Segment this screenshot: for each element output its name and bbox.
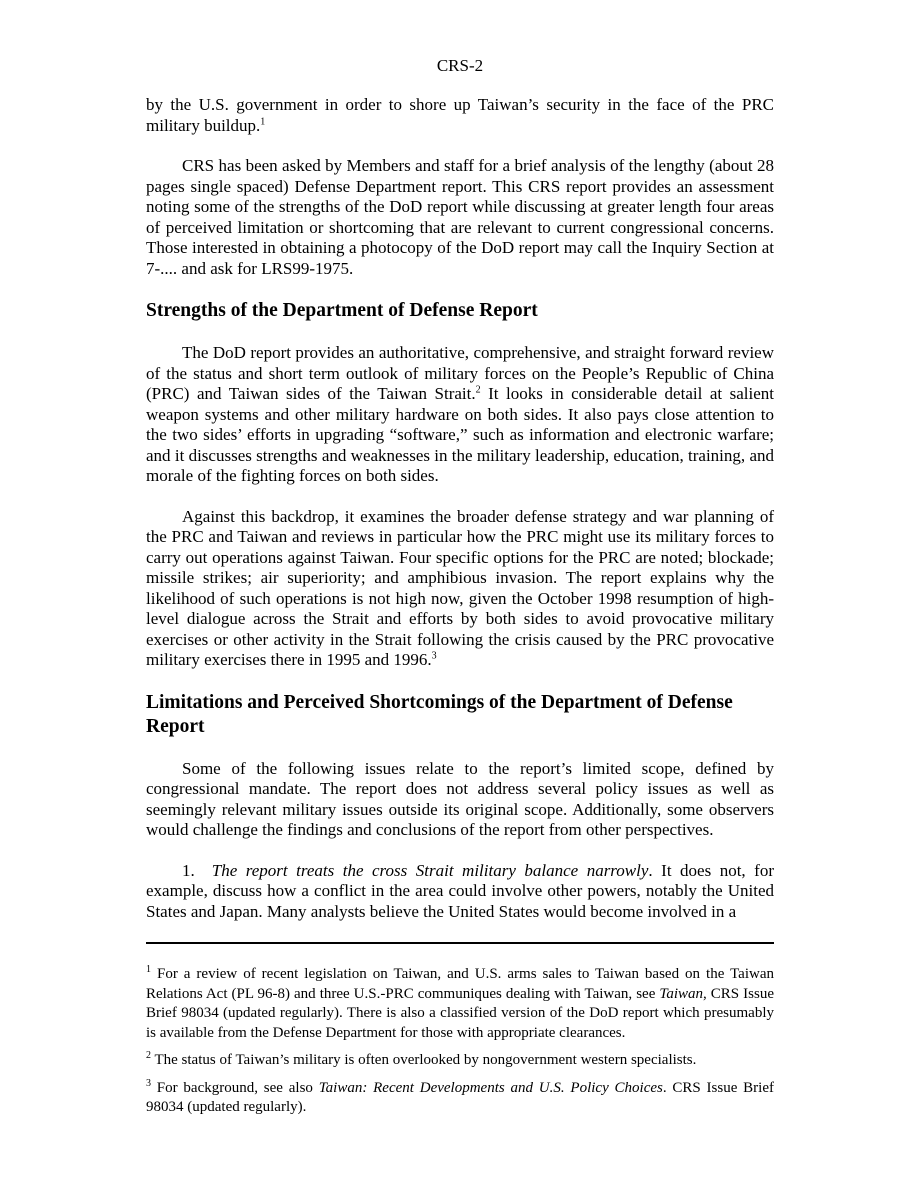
footnote-italic: Taiwan: [659, 985, 704, 1002]
paragraph-text: The DoD report provides an authoritative, comprehensive, and straight forward review of the status and short term outlook of military forces on the People’s Republic of China (PRC) and Taiwan sides of the Taiwan Strait.: [146, 343, 774, 403]
footnote-3: [146, 1079, 774, 1118]
footnote-marker: 1: [146, 964, 151, 975]
paragraph-text: Against this backdrop, it examines the broader defense strategy and war planning of the PRC and Taiwan and reviews in particular how the PRC might use its military forces to carry out operations against Taiwan. Four specific options for the PRC are noted; blockade; missile strikes; air superiority; and amphibious invasion. The report explains why the likelihood of such operations is not high now, given the October 1998 resumption of high-level dialogue across the Strait and efforts by both sides to avoid provocative military exercises or other activity in the Strait following the crisis caused by the PRC provocative military exercises there in 1995 and 1996.: [146, 506, 774, 669]
footnote-divider: [146, 942, 774, 944]
footnote-text: The status of Taiwan’s military is often overlooked by nongovernment western specialists.: [151, 1052, 697, 1068]
paragraph-continuation: [146, 95, 774, 136]
footnote-marker: 2: [146, 1050, 151, 1061]
footnote-text: . CRS Issue Brief 98034 (updated regularly).: [146, 1079, 774, 1115]
footnote-text: For a review of recent legislation on Taiwan, and U.S. arms sales to Taiwan based on the Taiwan Relations Act (PL 96-8) and three U.S.-PRC communiques dealing with Taiwan, see: [146, 966, 774, 1002]
item-italic-lead: The report treats the cross Strait military balance narrowly: [211, 860, 649, 880]
footnote-ref: 3: [431, 650, 437, 662]
footnote-ref: 1: [260, 115, 266, 127]
footnote-2: [146, 1051, 774, 1071]
paragraph-text: . It does not, for example, discuss how a conflict in the area could involve other powers, notably the United States and Japan. Many analysts believe the United States would become involved in a: [146, 860, 775, 921]
paragraph-text: by the U.S. government in order to shore up Taiwan’s security in the face of the PRC military buildup.: [146, 95, 774, 135]
paragraph-backdrop: [146, 507, 774, 671]
footnote-ref: 2: [475, 384, 481, 396]
section-heading-limitations: Limitations and Perceived Shortcomings of the Department of Defense Report: [146, 691, 733, 737]
paragraph-dod-overview: [146, 343, 774, 487]
page-number-header: CRS-2: [436, 56, 484, 75]
item-number: 1.: [182, 860, 195, 880]
paragraph-scope: Some of the following issues relate to the report’s limited scope, defined by congressional mandate. The report does not address several policy issues as well as seemingly relevant military issues outside its original scope. Additionally, some observers would challenge the findings and conclusions of the report from other perspectives.: [146, 758, 774, 839]
paragraph-crs-request: CRS has been asked by Members and staff for a brief analysis of the lengthy (about 28 pages single spaced) Defense Department report. This CRS report provides an assessment noting some of the strengths of the DoD report while discussing at greater length four areas of perceived limitation or shortcoming that are relevant to current congressional concerns. Those interested in obtaining a photocopy of the DoD report may call the Inquiry Section at 7-.... and ask for LRS99-1975.: [146, 156, 774, 278]
footnote-italic: Taiwan: Recent Developments and U.S. Policy Choices: [318, 1079, 663, 1096]
footnote-marker: 3: [146, 1077, 151, 1089]
main-text: [146, 95, 774, 942]
footnote-1: [146, 965, 774, 1043]
footnotes-section: [146, 942, 774, 1126]
paragraph-text: It looks in considerable detail at salient weapon systems and other military hardware on both sides. It also pays close attention to the two sides’ efforts in upgrading “software,” such as information and electronic warfare; and it discusses strengths and weaknesses in the military leadership, education, training, and morale of the fighting forces on both sides.: [146, 384, 774, 485]
section-heading-strengths: Strengths of the Department of Defense Report: [146, 300, 538, 321]
footnote-text: For background, see also: [151, 1079, 319, 1096]
paragraph-item-1: [146, 861, 774, 923]
footnote-text: , CRS Issue Brief 98034 (updated regularly). There is also a classified version of the DoD report which presumably is available from the Defense Department for those with appropriate clearances.: [146, 985, 774, 1041]
